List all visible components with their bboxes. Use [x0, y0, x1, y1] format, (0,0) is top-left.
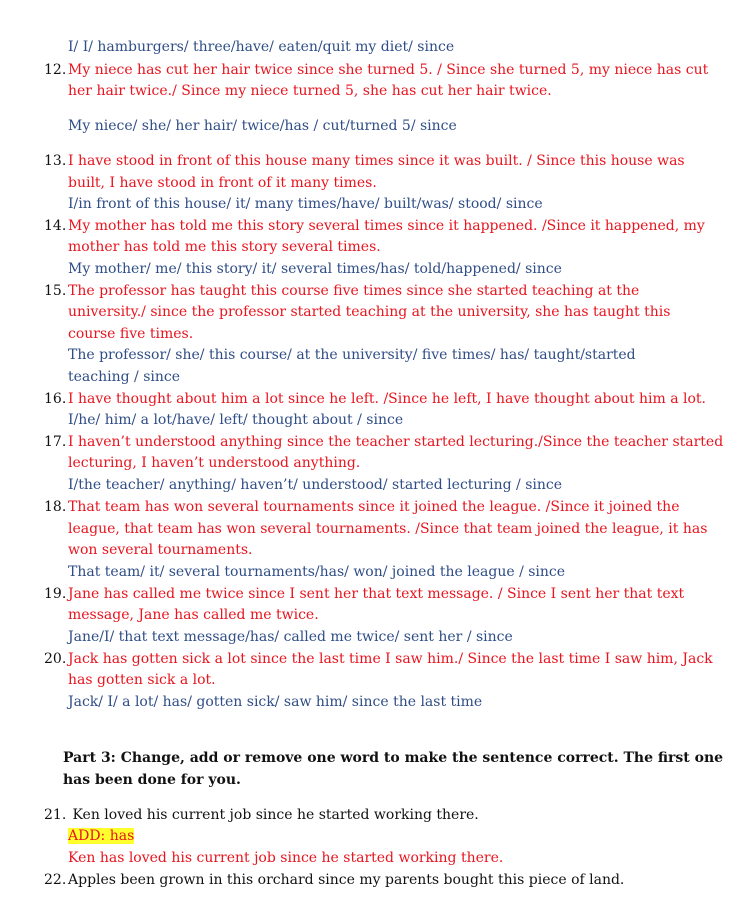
item-21-sentence: Ken loved his current job since he started working there.	[68, 807, 479, 823]
item-12-answer-line1: My niece has cut her hair twice since she turned 5. / Since she turned 5, my niece has cut	[68, 62, 709, 78]
item-15-number: 15.	[44, 283, 67, 299]
item-15-answer-line3: course five times.	[68, 326, 194, 342]
item-21-answer: Ken has loved his current job since he started working there.	[68, 850, 504, 866]
part3-heading-line2: has been done for you.	[63, 772, 241, 788]
item-14-scrambled: My mother/ me/ this story/ it/ several times/has/ told/happened/ since	[68, 261, 562, 277]
item-13-answer-line2: built, I have stood in front of it many times.	[68, 175, 377, 191]
item-12-number: 12.	[44, 62, 67, 78]
item-20-scrambled: Jack/ I/ a lot/ has/ gotten sick/ saw him/ since the last time	[68, 694, 483, 710]
item-18-answer-line3: won several tournaments.	[68, 542, 253, 558]
item-19-answer-line2: message, Jane has called me twice.	[68, 607, 319, 623]
item-11-scrambled: I/ I/ hamburgers/ three/have/ eaten/quit my diet/ since	[68, 39, 455, 55]
item-14-answer-line2: mother has told me this story several times.	[68, 239, 381, 255]
item-17-scrambled: I/the teacher/ anything/ haven’t/ understood/ started lecturing / since	[68, 477, 562, 493]
item-12-scrambled: My niece/ she/ her hair/ twice/has / cut/turned 5/ since	[68, 118, 457, 134]
item-19-scrambled: Jane/I/ that text message/has/ called me twice/ sent her / since	[68, 629, 513, 645]
item-18-scrambled: That team/ it/ several tournaments/has/ won/ joined the league / since	[68, 564, 566, 580]
item-15-answer-line2: university./ since the professor started teaching at the university, she has taught this	[68, 304, 671, 320]
item-12-answer-line2: her hair twice./ Since my niece turned 5, she has cut her hair twice.	[68, 83, 552, 99]
item-20-number: 20.	[44, 651, 67, 667]
item-15-answer-line1: The professor has taught this course five times since she started teaching at the	[68, 283, 640, 299]
item-21-number: 21.	[44, 807, 67, 823]
item-18-answer-line1: That team has won several tournaments since it joined the league. /Since it joined the	[68, 499, 680, 515]
item-21-add-label-wrap	[68, 827, 134, 845]
item-15-scrambled-line2: teaching / since	[68, 369, 180, 385]
item-16-answer: I have thought about him a lot since he left. /Since he left, I have thought about him a lot.	[68, 391, 706, 407]
item-13-scrambled: I/in front of this house/ it/ many times/have/ built/was/ stood/ since	[68, 196, 543, 212]
item-22-number: 22.	[44, 872, 67, 888]
part3-heading-line1: Part 3: Change, add or remove one word to make the sentence correct. The first one	[63, 750, 724, 766]
item-17-number: 17.	[44, 434, 67, 450]
item-16-number: 16.	[44, 391, 67, 407]
item-18-answer-line2: league, that team has won several tournaments. /Since that team joined the league, it has	[68, 521, 708, 537]
item-21-add-label: ADD: has	[68, 828, 135, 844]
item-14-number: 14.	[44, 218, 67, 234]
item-14-answer-line1: My mother has told me this story several times since it happened. /Since it happened, my	[68, 218, 705, 234]
item-13-number: 13.	[44, 153, 67, 169]
item-15-scrambled-line1: The professor/ she/ this course/ at the university/ five times/ has/ taught/started	[68, 347, 636, 363]
item-20-answer-line1: Jack has gotten sick a lot since the last time I saw him./ Since the last time I saw him, Jack	[68, 651, 713, 667]
item-13-answer-line1: I have stood in front of this house many times since it was built. / Since this house was	[68, 153, 685, 169]
item-19-number: 19.	[44, 586, 67, 602]
item-20-answer-line2: has gotten sick a lot.	[68, 672, 216, 688]
item-22-sentence: Apples been grown in this orchard since my parents bought this piece of land.	[68, 872, 625, 888]
item-18-number: 18.	[44, 499, 67, 515]
item-17-answer-line2: lecturing, I haven’t understood anything.	[68, 455, 361, 471]
item-17-answer-line1: I haven’t understood anything since the teacher started lecturing./Since the teacher started	[68, 434, 724, 450]
item-16-scrambled: I/he/ him/ a lot/have/ left/ thought about / since	[68, 412, 404, 428]
item-19-answer-line1: Jane has called me twice since I sent her that text message. / Since I sent her that text	[68, 586, 685, 602]
